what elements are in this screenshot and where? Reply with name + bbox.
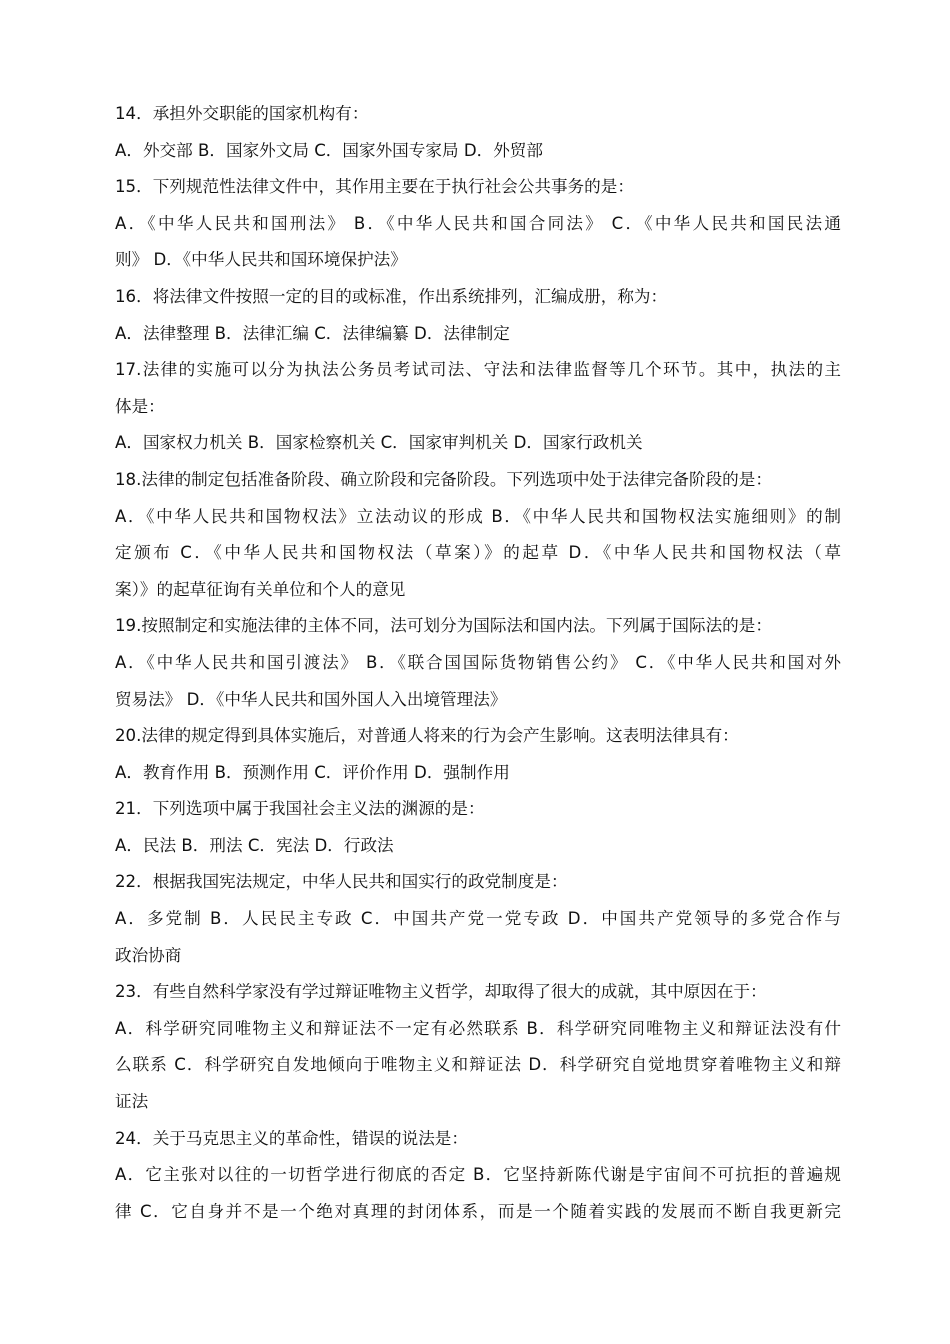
text-line: A．民法 B．刑法 C．宪法 D．行政法 (115, 835, 394, 855)
text-line: A．教育作用 B．预测作用 C．评价作用 D．强制作用 (115, 762, 510, 782)
text-line: 15．下列规范性法律文件中，其作用主要在于执行社会公共事务的是： (115, 177, 634, 197)
text-line: 证法 (115, 1092, 149, 1112)
text-line: A．它主张对以往的一切哲学进行彻底的否定 B．它坚持新陈代谢是宇宙间不可抗拒的普遍规 (115, 1165, 841, 1185)
text-line: 定颁布 C．《中华人民共和国物权法（草案）》的起草 D．《中华人民共和国物权法（草 (115, 543, 841, 563)
text-line: 律 C．它自身并不是一个绝对真理的封闭体系，而是一个随着实践的发展而不断自我更新完 (115, 1201, 841, 1221)
text-line: 案）》的起草征询有关单位和个人的意见 (115, 579, 406, 599)
text-line: 24．关于马克思主义的革命性，错误的说法是： (115, 1128, 468, 1148)
text-line: 贸易法》 D．《中华人民共和国外国人入出境管理法》 (115, 689, 507, 709)
text-line: A．《中华人民共和国物权法》立法动议的形成 B．《中华人民共和国物权法实施细则》的制 (115, 506, 841, 526)
text-line: A．法律整理 B．法律汇编 C．法律编纂 D．法律制定 (115, 323, 510, 343)
text-line: 14．承担外交职能的国家机构有： (115, 104, 369, 123)
text-line: 16．将法律文件按照一定的目的或标准，作出系统排列，汇编成册，称为： (115, 286, 668, 306)
text-line: 18.法律的制定包括准备阶段、确立阶段和完备阶段。下列选项中处于法律完备阶段的是： (115, 469, 772, 489)
text-line: 20.法律的规定得到具体实施后，对普通人将来的行为会产生影响。这表明法律具有： (115, 726, 739, 746)
text-line: 23．有些自然科学家没有学过辩证唯物主义哲学，却取得了很大的成就，其中原因在于： (115, 982, 767, 1002)
text-line: A．《中华人民共和国引渡法》 B．《联合国国际货物销售公约》 C．《中华人民共和国对外 (115, 652, 841, 672)
text-line: 19.按照制定和实施法律的主体不同，法可划分为国际法和国内法。下列属于国际法的是： (115, 616, 772, 636)
text-line: 么联系 C．科学研究自发地倾向于唯物主义和辩证法 D．科学研究自觉地贯穿着唯物主义和辩 (115, 1055, 841, 1075)
text-line: A．《中华人民共和国刑法》 B．《中华人民共和国合同法》 C．《中华人民共和国民法通 (115, 213, 841, 233)
document-page (115, 96, 841, 1230)
text-line: 体是： (115, 396, 165, 416)
text-line: A．国家权力机关 B．国家检察机关 C．国家审判机关 D．国家行政机关 (115, 433, 643, 453)
text-line: 17.法律的实施可以分为执法公务员考试司法、守法和法律监督等几个环节。其中，执法的主 (115, 360, 841, 380)
text-line: 政治协商 (115, 945, 182, 965)
text-line: 22．根据我国宪法规定，中华人民共和国实行的政党制度是： (115, 872, 568, 892)
text-line: A．外交部 B．国家外文局 C．国家外国专家局 D．外贸部 (115, 140, 543, 160)
text-line: A．多党制 B．人民民主专政 C．中国共产党一党专政 D．中国共产党领导的多党合作与 (115, 909, 841, 929)
text-line: 21．下列选项中属于我国社会主义法的渊源的是： (115, 799, 485, 819)
text-line: A．科学研究同唯物主义和辩证法不一定有必然联系 B．科学研究同唯物主义和辩证法没有什 (115, 1018, 841, 1038)
text-line: 则》 D．《中华人民共和国环境保护法》 (115, 250, 407, 270)
